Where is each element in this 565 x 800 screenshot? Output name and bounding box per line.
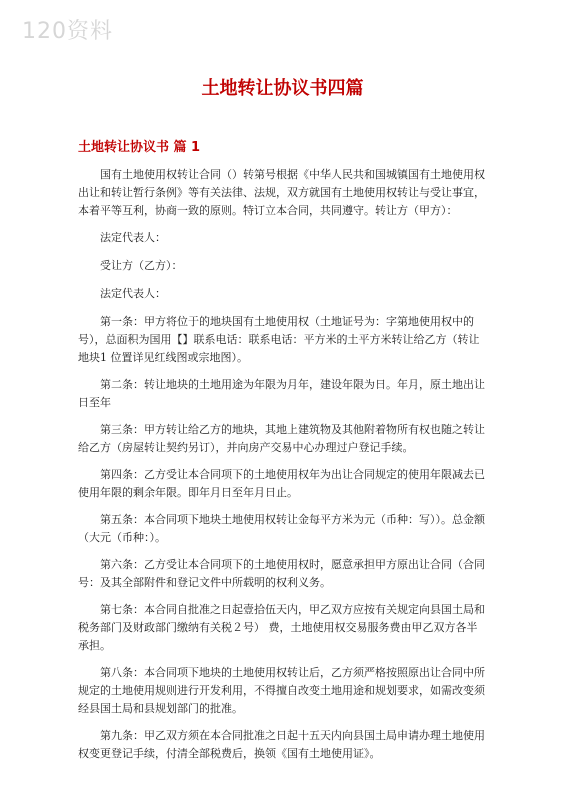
paragraph-transferee: 受让方（乙方）： xyxy=(100,259,183,272)
paragraph-article-6: 第六条：乙方受让本合同项下的土地使用权时，愿意承担甲方原出让合同（合同号：及其全部附件和登记文件中所载明的权利义务。 xyxy=(78,558,485,589)
document-body xyxy=(78,166,488,772)
watermark-text: 120资料 xyxy=(22,19,113,44)
paragraph-legal-rep-b: 法定代表人： xyxy=(100,287,166,300)
paragraph-article-7: 第七条：本合同自批准之日起壹拾伍天内，甲乙双方应按有关规定向县国土局和税务部门及财政部门缴纳有关税２号） 费，土地使用权交易服务费由甲乙双方各半承担。 xyxy=(78,603,485,652)
paragraph-article-3: 第三条：甲方转让给乙方的地块，其地上建筑物及其他附着物所有权也随之转让给乙方（房屋转让契约另订），并向房产交易中心办理过户登记手续。 xyxy=(78,423,485,454)
paragraph-article-5: 第五条：本合同项下地块土地使用权转让金每平方米为元（币种：写））。总金额（大元（币种：）。 xyxy=(78,513,485,544)
paragraph-article-2: 第二条：转让地块的土地用途为年限为月年，建设年限为日。年月，原土地出让日至年 xyxy=(78,378,485,409)
paragraph-legal-rep-a: 法定代表人： xyxy=(100,231,166,244)
paragraph-intro: 国有土地使用权转让合同（）转第号根据《中华人民共和国城镇国有土地使用权出让和转让暂行条例》等有关法律、法规，双方就国有土地使用权转让与受让事宜，本着平等互利，协商一致的原则。特订立本合同，共同遵守。转让方（甲方）： xyxy=(78,168,485,217)
paragraph-article-1: 第一条：甲方将位于的地块国有土地使用权（土地证号为：字第地使用权中的号），总面积为国用【】联系电话：联系电话：平方米的土平方米转让给乙方（转让地块1 位置详见红线图或宗地图）。 xyxy=(78,315,480,364)
section-heading: 土地转让协议书 篇 1 xyxy=(78,140,201,155)
paragraph-article-8: 第八条：本合同项下地块的土地使用权转让后，乙方须严格按照原出让合同中所规定的土地使用规则进行开发利用，不得擅自改变土地用途和规划要求，如需改变须经县国土局和县规划部门的批准。 xyxy=(78,666,485,715)
paragraph-article-9: 第九条：甲乙双方须在本合同批准之日起十五天内向县国土局申请办理土地使用权变更登记手续，付清全部税费后，换领《国有土地使用证》。 xyxy=(78,729,485,760)
paragraph-article-4: 第四条：乙方受让本合同项下的土地使用权年为出让合同规定的使用年限减去已使用年限的剩余年限。即年月日至年月日止。 xyxy=(78,468,485,499)
document-title: 土地转让协议书四篇 xyxy=(201,78,364,99)
